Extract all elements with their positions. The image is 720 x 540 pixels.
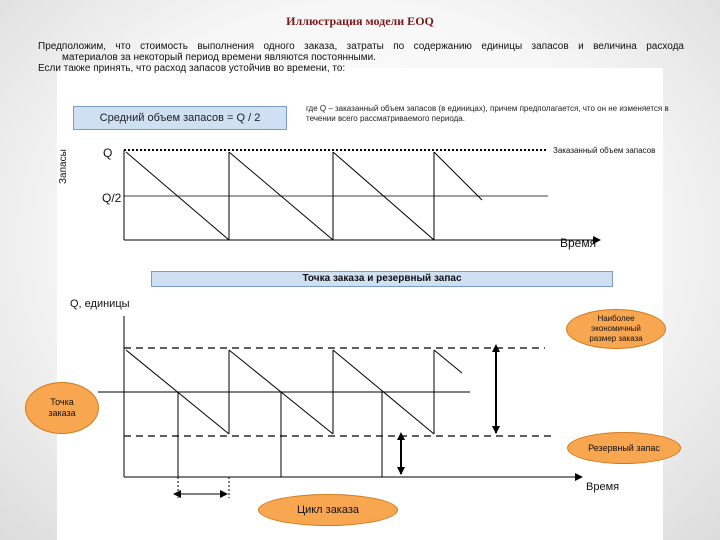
top-chart	[124, 150, 600, 240]
top-x-axis-label: Время	[560, 236, 597, 250]
safety-stock-bubble	[567, 432, 681, 464]
top-q-half-label: Q/2	[102, 191, 122, 205]
bottom-chart	[98, 316, 582, 498]
q-definition-note: где Q – заказанный объем запасов (в единицах), причем предполагается, что он не изменяется в течении всего рассматриваемого периода.	[306, 104, 669, 123]
page-title: Иллюстрация модели EOQ	[286, 14, 434, 28]
eoq-bubble-text: Наиболее экономичный размер заказа	[589, 314, 643, 343]
eoq-bubble	[566, 309, 666, 349]
order-cycle-bubble-text: Цикл заказа	[296, 504, 360, 516]
bottom-x-axis-label: Время	[586, 481, 620, 493]
top-y-axis-label: Запасы	[58, 149, 69, 184]
ordered-volume-label: Заказанный объем запасов	[553, 146, 656, 155]
top-saw-drop-4	[434, 152, 482, 200]
intro-line-1: Предположим, что стоимость выполнения одного заказа, затраты по содержанию единицы запасов и величина расхода	[38, 41, 684, 52]
bottom-saw-drop-4	[434, 350, 462, 373]
top-q-label: Q	[103, 146, 113, 160]
reorder-point-bubble	[25, 382, 99, 434]
reorder-point-header: Точка заказа и резервный запас	[151, 271, 613, 287]
reorder-point-bubble-text: Точка заказа	[48, 397, 76, 418]
intro-line-2: материалов за некоторый период времени являются постоянными.	[62, 52, 376, 63]
intro-line-3: Если также принять, что расход запасов устойчив во времени, то:	[38, 63, 346, 74]
bottom-y-axis-label: Q, единицы	[70, 298, 130, 310]
order-cycle-bubble	[258, 494, 398, 526]
safety-stock-bubble-text: Резервный запас	[588, 443, 660, 453]
average-stock-box: Средний объем запасов = Q / 2	[73, 106, 287, 130]
